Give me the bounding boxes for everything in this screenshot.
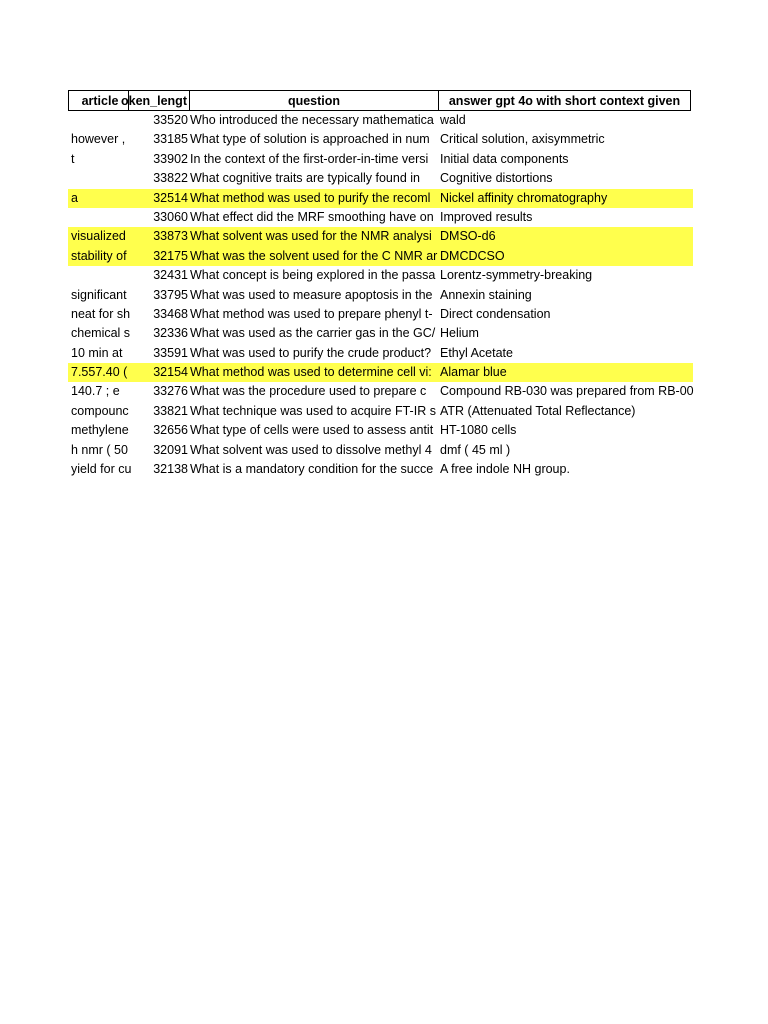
cell-question[interactable]: What concept is being explored in the passa [190, 268, 436, 283]
cell-token-length[interactable]: 33902 [153, 151, 188, 166]
cell-question[interactable]: What was used to purify the crude product? [190, 345, 432, 360]
cell-answer[interactable]: Compound RB-030 was prepared from RB-00 [440, 384, 694, 399]
cell-token-length[interactable]: 33873 [153, 229, 188, 244]
cell-answer[interactable]: DMSO-d6 [440, 229, 496, 244]
table-row [68, 266, 693, 285]
cell-article[interactable] [68, 111, 128, 130]
cell-question[interactable]: What effect did the MRF smoothing have on [190, 209, 434, 224]
cell-question[interactable]: What technique was used to acquire FT-IR s [190, 403, 436, 418]
cell-question[interactable]: What was the solvent used for the C NMR ar [190, 248, 438, 263]
cell-token-length[interactable]: 32138 [153, 462, 188, 477]
table-row [68, 363, 693, 382]
cell-article[interactable] [68, 266, 128, 285]
table-row [68, 189, 693, 208]
cell-token-length[interactable]: 33060 [153, 209, 188, 224]
cell-answer[interactable]: Improved results [440, 209, 533, 224]
table-body [68, 111, 693, 479]
cell-question[interactable]: What was used as the carrier gas in the GC/ [190, 326, 436, 341]
cell-token-length[interactable]: 33520 [153, 113, 188, 127]
table-row [68, 150, 693, 169]
cell-article[interactable]: visualized [71, 229, 126, 244]
header-article[interactable]: article [68, 90, 129, 111]
cell-question[interactable]: What method was used to prepare phenyl t- [190, 306, 433, 321]
table-row [68, 130, 693, 149]
table-row [68, 111, 693, 130]
cell-article[interactable]: 10 min at [71, 345, 123, 360]
cell-token-length[interactable]: 32154 [153, 365, 188, 380]
cell-answer[interactable]: DMCDCSO [440, 248, 505, 263]
cell-article[interactable]: 7.557.40 ( [71, 365, 128, 380]
cell-article[interactable]: yield for cu [71, 462, 132, 477]
cell-answer[interactable]: Cognitive distortions [440, 171, 553, 186]
table-row [68, 460, 693, 479]
cell-answer[interactable]: Helium [440, 326, 479, 341]
table-row [68, 286, 693, 305]
cell-answer[interactable]: Critical solution, axisymmetric [440, 132, 605, 147]
cell-question[interactable]: What cognitive traits are typically found in [190, 171, 420, 186]
cell-question[interactable]: Who introduced the necessary mathematica [190, 113, 434, 127]
table-row [68, 227, 693, 246]
cell-question[interactable]: What was used to measure apoptosis in the [190, 287, 433, 302]
cell-question[interactable]: What solvent was used for the NMR analysi [190, 229, 432, 244]
cell-answer[interactable]: dmf ( 45 ml ) [440, 442, 511, 457]
table-row [68, 305, 693, 324]
cell-article[interactable]: chemical s [71, 326, 131, 341]
header-answer[interactable]: answer gpt 4o with short context given [438, 90, 691, 111]
cell-answer[interactable]: ATR (Attenuated Total Reflectance) [440, 403, 636, 418]
cell-question[interactable]: What type of solution is approached in num [190, 132, 430, 147]
cell-article[interactable] [68, 208, 128, 227]
cell-question[interactable]: In the context of the first-order-in-time versi [190, 151, 429, 166]
table-row [68, 441, 693, 460]
spreadsheet [68, 90, 693, 479]
cell-answer[interactable]: Direct condensation [440, 306, 551, 321]
cell-article[interactable] [68, 169, 128, 188]
cell-question[interactable]: What method was used to determine cell vi: [190, 365, 432, 380]
table-row [68, 344, 693, 363]
header-row [68, 90, 693, 111]
cell-token-length[interactable]: 33821 [153, 403, 188, 418]
cell-article[interactable]: 140.7 ; e [71, 384, 120, 399]
cell-token-length[interactable]: 32336 [153, 326, 188, 341]
table-row [68, 382, 693, 401]
cell-question[interactable]: What method was used to purify the recoml [190, 190, 431, 205]
cell-token-length[interactable]: 32431 [153, 268, 188, 283]
cell-article[interactable]: compounc [71, 403, 129, 418]
cell-answer[interactable]: HT-1080 cells [440, 423, 517, 438]
cell-answer[interactable]: wald [440, 113, 466, 127]
cell-article[interactable]: t [71, 151, 75, 166]
cell-question[interactable]: What was the procedure used to prepare c [190, 384, 427, 399]
cell-token-length[interactable]: 33185 [153, 132, 188, 147]
cell-token-length[interactable]: 33591 [153, 345, 188, 360]
header-token-length[interactable]: oken_lengt [128, 90, 190, 111]
cell-token-length[interactable]: 32656 [153, 423, 188, 438]
cell-question[interactable]: What type of cells were used to assess antit [190, 423, 434, 438]
cell-answer[interactable]: Ethyl Acetate [440, 345, 513, 360]
table-row [68, 247, 693, 266]
cell-answer[interactable]: A free indole NH group. [440, 462, 570, 477]
cell-answer[interactable]: Alamar blue [440, 365, 507, 380]
cell-answer[interactable]: Nickel affinity chromatography [440, 190, 608, 205]
cell-article[interactable]: stability of [71, 248, 127, 263]
cell-article[interactable]: methylene [71, 423, 129, 438]
cell-token-length[interactable]: 33276 [153, 384, 188, 399]
table-row [68, 402, 693, 421]
table-row [68, 324, 693, 343]
cell-answer[interactable]: Lorentz-symmetry-breaking [440, 268, 593, 283]
table-row [68, 208, 693, 227]
cell-token-length[interactable]: 33822 [153, 171, 188, 186]
header-question[interactable]: question [189, 90, 439, 111]
cell-article[interactable]: however , [71, 132, 126, 147]
cell-article[interactable]: a [71, 190, 78, 205]
cell-answer[interactable]: Annexin staining [440, 287, 532, 302]
cell-article[interactable]: significant [71, 287, 127, 302]
cell-token-length[interactable]: 32514 [153, 190, 188, 205]
cell-token-length[interactable]: 33795 [153, 287, 188, 302]
table-row [68, 421, 693, 440]
cell-answer[interactable]: Initial data components [440, 151, 569, 166]
cell-token-length[interactable]: 33468 [153, 306, 188, 321]
cell-token-length[interactable]: 32175 [153, 248, 188, 263]
cell-article[interactable]: h nmr ( 50 [71, 442, 128, 457]
cell-token-length[interactable]: 32091 [153, 442, 188, 457]
cell-question[interactable]: What is a mandatory condition for the succe [190, 462, 434, 477]
cell-article[interactable]: neat for sh [71, 306, 131, 321]
cell-question[interactable]: What solvent was used to dissolve methyl 4 [190, 442, 432, 457]
table-row [68, 169, 693, 188]
